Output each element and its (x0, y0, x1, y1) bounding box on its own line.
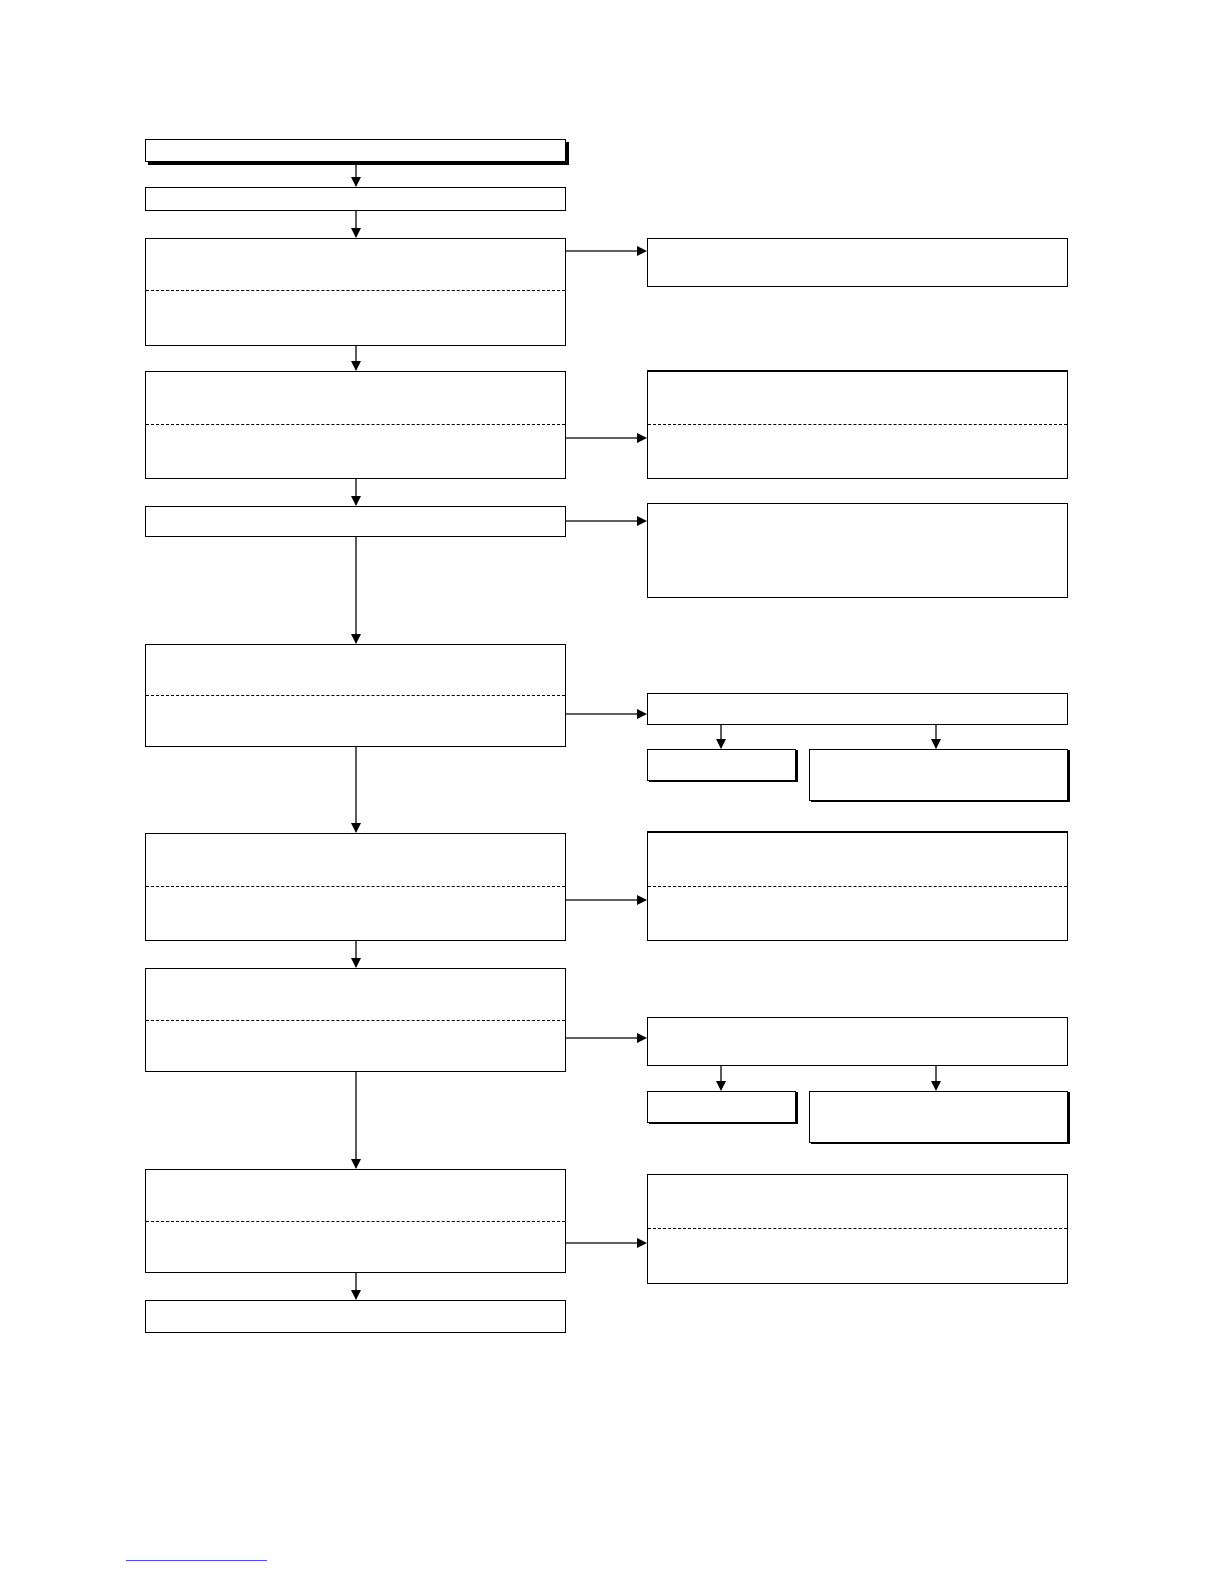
footer-rule (126, 1560, 267, 1561)
right-arrows (566, 251, 646, 1243)
split-arrows (721, 725, 936, 1090)
